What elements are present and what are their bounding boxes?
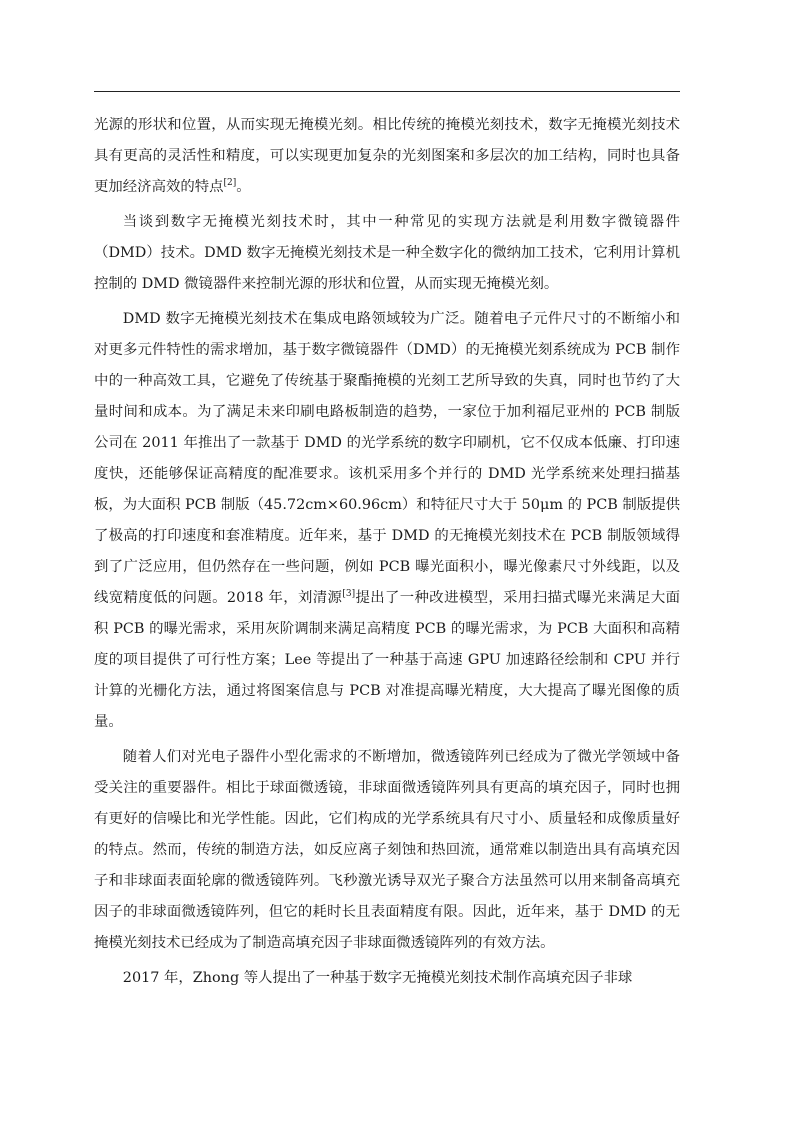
paragraph	[94, 963, 680, 994]
header-rule	[94, 91, 680, 92]
citation-ref: [2]	[223, 178, 237, 188]
text-run: 2017 年，Zhong 等人提出了一种基于数字无掩模光刻技术制作高填充因子非球	[122, 970, 633, 986]
paragraph	[94, 207, 680, 300]
paragraph	[94, 110, 680, 203]
text-run: 。	[236, 179, 251, 195]
text-run: 提出了一种改进模型，采用扫描式曝光来满足大面积 PCB 的曝光需求，采用灰阶调制来满足高精度 PCB 的曝光需求，为 PCB 大面积和高精度的项目提供了可行性方案；Lee 等提出了一种基于高速 GPU 加速路径绘制和 CPU 并行计算的光栅化方法，通过将图案信息与 PCB 对准提高曝光精度，大大提高了曝光图像的质量。	[94, 590, 680, 730]
text-run: 当谈到数字无掩模光刻技术时，其中一种常见的实现方法就是利用数字微镜器件（DMD）技术。DMD 数字无掩模光刻技术是一种全数字化的微纳加工技术，它利用计算机控制的 DMD 微镜器件来控制光源的形状和位置，从而实现无掩模光刻。	[94, 214, 680, 292]
text-run: 随着人们对光电子器件小型化需求的不断增加，微透镜阵列已经成为了微光学领域中备受关注的重要器件。相比于球面微透镜，非球面微透镜阵列具有更高的填充因子，同时也拥有更好的信噪比和光学性能。因此，它们构成的光学系统具有尺寸小、质量轻和成像质量好的特点。然而，传统的制造方法，如反应离子刻蚀和热回流，通常难以制造出具有高填充因子和非球面表面轮廓的微透镜阵列。飞秒激光诱导双光子聚合方法虽然可以用来制备高填充因子的非球面微透镜阵列，但它的耗时长且表面精度有限。因此，近年来，基于 DMD 的无掩模光刻技术已经成为了制造高填充因子非球面微透镜阵列的有效方法。	[94, 749, 680, 951]
paragraph	[94, 742, 680, 959]
document-body	[94, 110, 680, 998]
text-run: DMD 数字无掩模光刻技术在集成电路领域较为广泛。随着电子元件尺寸的不断缩小和对更多元件特性的需求增加，基于数字微镜器件（DMD）的无掩模光刻系统成为 PCB 制作中的一种高效工具，它避免了传统基于聚酯掩模的光刻工艺所导致的失真，同时也节约了大量时间和成本。为了满足未来印刷电路板制造的趋势，一家位于加利福尼亚州的 PCB 制版公司在 2011 年推出了一款基于 DMD 的光学系统的数字印刷机，它不仅成本低廉、打印速度快，还能够保证高精度的配准要求。该机采用多个并行的 DMD 光学系统来处理扫描基板，为大面积 PCB 制版（45.72cm×60.96cm）和特征尺寸大于 50μm 的 PCB 制版提供了极高的打印速度和套准精度。近年来，基于 DMD 的无掩模光刻技术在 PCB 制版领域得到了广泛应用，但仍然存在一些问题，例如 PCB 曝光面积小，曝光像素尺寸外线距，以及线宽精度低的问题。2018 年，刘清源	[94, 311, 680, 606]
paragraph	[94, 304, 680, 738]
citation-ref: [3]	[342, 589, 356, 599]
text-run: 光源的形状和位置，从而实现无掩模光刻。相比传统的掩模光刻技术，数字无掩模光刻技术具有更高的灵活性和精度，可以实现更加复杂的光刻图案和多层次的加工结构，同时也具备更加经济高效的特点	[94, 117, 680, 195]
